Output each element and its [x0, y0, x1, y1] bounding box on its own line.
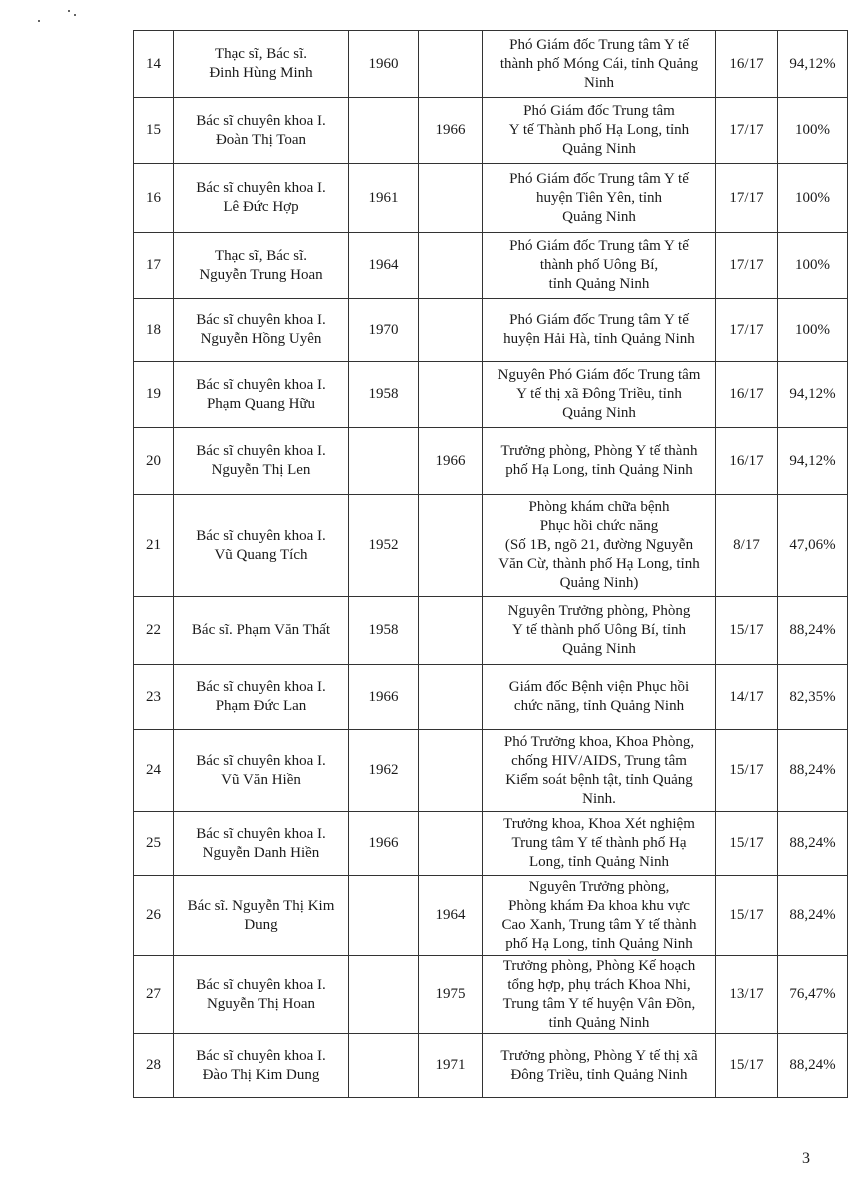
row-birth-year-female	[419, 812, 483, 876]
row-position: Nguyên Trưởng phòng, Phòng Y tế thành phố Uông Bí, tỉnh Quảng Ninh	[483, 597, 716, 665]
row-birth-year-male: 1962	[349, 730, 419, 812]
row-percent: 88,24%	[778, 812, 848, 876]
roster-table	[133, 30, 848, 1098]
row-votes: 16/17	[716, 428, 778, 495]
page-number: 3	[802, 1150, 810, 1167]
row-birth-year-male	[349, 876, 419, 956]
row-birth-year-male: 1952	[349, 495, 419, 597]
row-percent: 82,35%	[778, 665, 848, 730]
row-votes: 17/17	[716, 299, 778, 362]
row-number: 27	[134, 956, 174, 1034]
row-position: Phó Giám đốc Trung tâm Y tế thành phố Uông Bí, tỉnh Quảng Ninh	[483, 233, 716, 299]
row-percent: 100%	[778, 98, 848, 164]
row-name: Bác sĩ chuyên khoa I. Nguyễn Thị Hoan	[174, 956, 349, 1034]
row-birth-year-male: 1958	[349, 362, 419, 428]
row-percent: 88,24%	[778, 1034, 848, 1098]
row-votes: 15/17	[716, 876, 778, 956]
table-row	[134, 299, 848, 362]
row-position: Nguyên Trưởng phòng, Phòng khám Đa khoa khu vực Cao Xanh, Trung tâm Y tế thành phố Hạ Long, tỉnh Quảng Ninh	[483, 876, 716, 956]
row-votes: 15/17	[716, 1034, 778, 1098]
row-votes: 16/17	[716, 31, 778, 98]
row-name: Thạc sĩ, Bác sĩ. Nguyễn Trung Hoan	[174, 233, 349, 299]
row-birth-year-male: 1964	[349, 233, 419, 299]
row-birth-year-male	[349, 1034, 419, 1098]
row-birth-year-female	[419, 31, 483, 98]
row-position: Phó Giám đốc Trung tâm Y tế thành phố Móng Cái, tỉnh Quảng Ninh	[483, 31, 716, 98]
row-birth-year-female: 1966	[419, 98, 483, 164]
table-row	[134, 428, 848, 495]
row-number: 28	[134, 1034, 174, 1098]
row-birth-year-male: 1961	[349, 164, 419, 233]
row-name: Bác sĩ chuyên khoa I. Nguyễn Hồng Uyên	[174, 299, 349, 362]
row-birth-year-female	[419, 730, 483, 812]
scan-speck	[38, 20, 40, 22]
table-row	[134, 233, 848, 299]
row-position: Phó Giám đốc Trung tâm Y tế huyện Hải Hà, tỉnh Quảng Ninh	[483, 299, 716, 362]
table-row	[134, 362, 848, 428]
row-percent: 76,47%	[778, 956, 848, 1034]
table-row	[134, 597, 848, 665]
row-votes: 15/17	[716, 812, 778, 876]
row-position: Phó Trưởng khoa, Khoa Phòng, chống HIV/AIDS, Trung tâm Kiểm soát bệnh tật, tỉnh Quảng Ninh.	[483, 730, 716, 812]
row-position: Phòng khám chữa bệnh Phục hồi chức năng (Số 1B, ngõ 21, đường Nguyễn Văn Cừ, thành phố Hạ Long, tỉnh Quảng Ninh)	[483, 495, 716, 597]
row-votes: 17/17	[716, 164, 778, 233]
row-number: 24	[134, 730, 174, 812]
row-percent: 88,24%	[778, 597, 848, 665]
row-position: Giám đốc Bệnh viện Phục hồi chức năng, tỉnh Quảng Ninh	[483, 665, 716, 730]
row-birth-year-female	[419, 362, 483, 428]
row-percent: 88,24%	[778, 876, 848, 956]
row-votes: 15/17	[716, 597, 778, 665]
row-name: Bác sĩ chuyên khoa I. Nguyễn Thị Len	[174, 428, 349, 495]
row-percent: 88,24%	[778, 730, 848, 812]
row-position: Phó Giám đốc Trung tâm Y tế Thành phố Hạ Long, tỉnh Quảng Ninh	[483, 98, 716, 164]
row-number: 26	[134, 876, 174, 956]
table-row	[134, 164, 848, 233]
table-row	[134, 495, 848, 597]
row-position: Nguyên Phó Giám đốc Trung tâm Y tế thị xã Đông Triều, tỉnh Quảng Ninh	[483, 362, 716, 428]
row-number: 17	[134, 233, 174, 299]
row-name: Bác sĩ chuyên khoa I. Đoàn Thị Toan	[174, 98, 349, 164]
row-number: 16	[134, 164, 174, 233]
row-number: 15	[134, 98, 174, 164]
row-birth-year-female: 1971	[419, 1034, 483, 1098]
row-percent: 100%	[778, 299, 848, 362]
row-birth-year-female: 1964	[419, 876, 483, 956]
row-percent: 94,12%	[778, 31, 848, 98]
row-birth-year-female	[419, 164, 483, 233]
row-number: 22	[134, 597, 174, 665]
row-name: Bác sĩ. Phạm Văn Thất	[174, 597, 349, 665]
row-number: 20	[134, 428, 174, 495]
row-name: Bác sĩ chuyên khoa I. Vũ Văn Hiền	[174, 730, 349, 812]
row-birth-year-male: 1966	[349, 665, 419, 730]
row-number: 19	[134, 362, 174, 428]
row-birth-year-male: 1966	[349, 812, 419, 876]
table-row	[134, 98, 848, 164]
row-birth-year-male	[349, 428, 419, 495]
row-position: Trưởng phòng, Phòng Kế hoạch tổng hợp, phụ trách Khoa Nhi, Trung tâm Y tế huyện Vân Đồn, tỉnh Quảng Ninh	[483, 956, 716, 1034]
roster-body	[134, 31, 848, 1098]
row-votes: 14/17	[716, 665, 778, 730]
row-votes: 16/17	[716, 362, 778, 428]
row-number: 25	[134, 812, 174, 876]
row-name: Bác sĩ chuyên khoa I. Lê Đức Hợp	[174, 164, 349, 233]
row-birth-year-female: 1975	[419, 956, 483, 1034]
row-birth-year-female	[419, 597, 483, 665]
row-votes: 17/17	[716, 233, 778, 299]
row-position: Phó Giám đốc Trung tâm Y tế huyện Tiên Yên, tỉnh Quảng Ninh	[483, 164, 716, 233]
row-votes: 17/17	[716, 98, 778, 164]
row-name: Bác sĩ chuyên khoa I. Phạm Đức Lan	[174, 665, 349, 730]
table-row	[134, 876, 848, 956]
row-name: Bác sĩ chuyên khoa I. Phạm Quang Hữu	[174, 362, 349, 428]
scan-specks	[36, 8, 96, 28]
row-name: Bác sĩ. Nguyễn Thị Kim Dung	[174, 876, 349, 956]
row-name: Bác sĩ chuyên khoa I. Đào Thị Kim Dung	[174, 1034, 349, 1098]
table-row	[134, 956, 848, 1034]
row-birth-year-male: 1958	[349, 597, 419, 665]
row-number: 21	[134, 495, 174, 597]
row-votes: 8/17	[716, 495, 778, 597]
row-number: 14	[134, 31, 174, 98]
row-percent: 94,12%	[778, 428, 848, 495]
row-percent: 47,06%	[778, 495, 848, 597]
table-row	[134, 1034, 848, 1098]
row-position: Trưởng phòng, Phòng Y tế thành phố Hạ Long, tỉnh Quảng Ninh	[483, 428, 716, 495]
row-birth-year-female: 1966	[419, 428, 483, 495]
row-birth-year-female	[419, 665, 483, 730]
row-position: Trưởng phòng, Phòng Y tế thị xã Đông Triều, tỉnh Quảng Ninh	[483, 1034, 716, 1098]
row-percent: 94,12%	[778, 362, 848, 428]
row-birth-year-female	[419, 495, 483, 597]
row-birth-year-male	[349, 98, 419, 164]
table-row	[134, 812, 848, 876]
row-votes: 15/17	[716, 730, 778, 812]
row-birth-year-female	[419, 299, 483, 362]
row-number: 18	[134, 299, 174, 362]
table-row	[134, 31, 848, 98]
row-name: Bác sĩ chuyên khoa I. Nguyễn Danh Hiền	[174, 812, 349, 876]
scan-speck	[74, 14, 76, 16]
row-percent: 100%	[778, 233, 848, 299]
row-position: Trưởng khoa, Khoa Xét nghiệm Trung tâm Y tế thành phố Hạ Long, tỉnh Quảng Ninh	[483, 812, 716, 876]
row-birth-year-male	[349, 956, 419, 1034]
row-birth-year-male: 1960	[349, 31, 419, 98]
row-number: 23	[134, 665, 174, 730]
table-row	[134, 730, 848, 812]
scan-speck	[68, 10, 70, 12]
row-birth-year-female	[419, 233, 483, 299]
row-votes: 13/17	[716, 956, 778, 1034]
row-name: Bác sĩ chuyên khoa I. Vũ Quang Tích	[174, 495, 349, 597]
row-name: Thạc sĩ, Bác sĩ. Đinh Hùng Minh	[174, 31, 349, 98]
row-percent: 100%	[778, 164, 848, 233]
row-birth-year-male: 1970	[349, 299, 419, 362]
table-row	[134, 665, 848, 730]
